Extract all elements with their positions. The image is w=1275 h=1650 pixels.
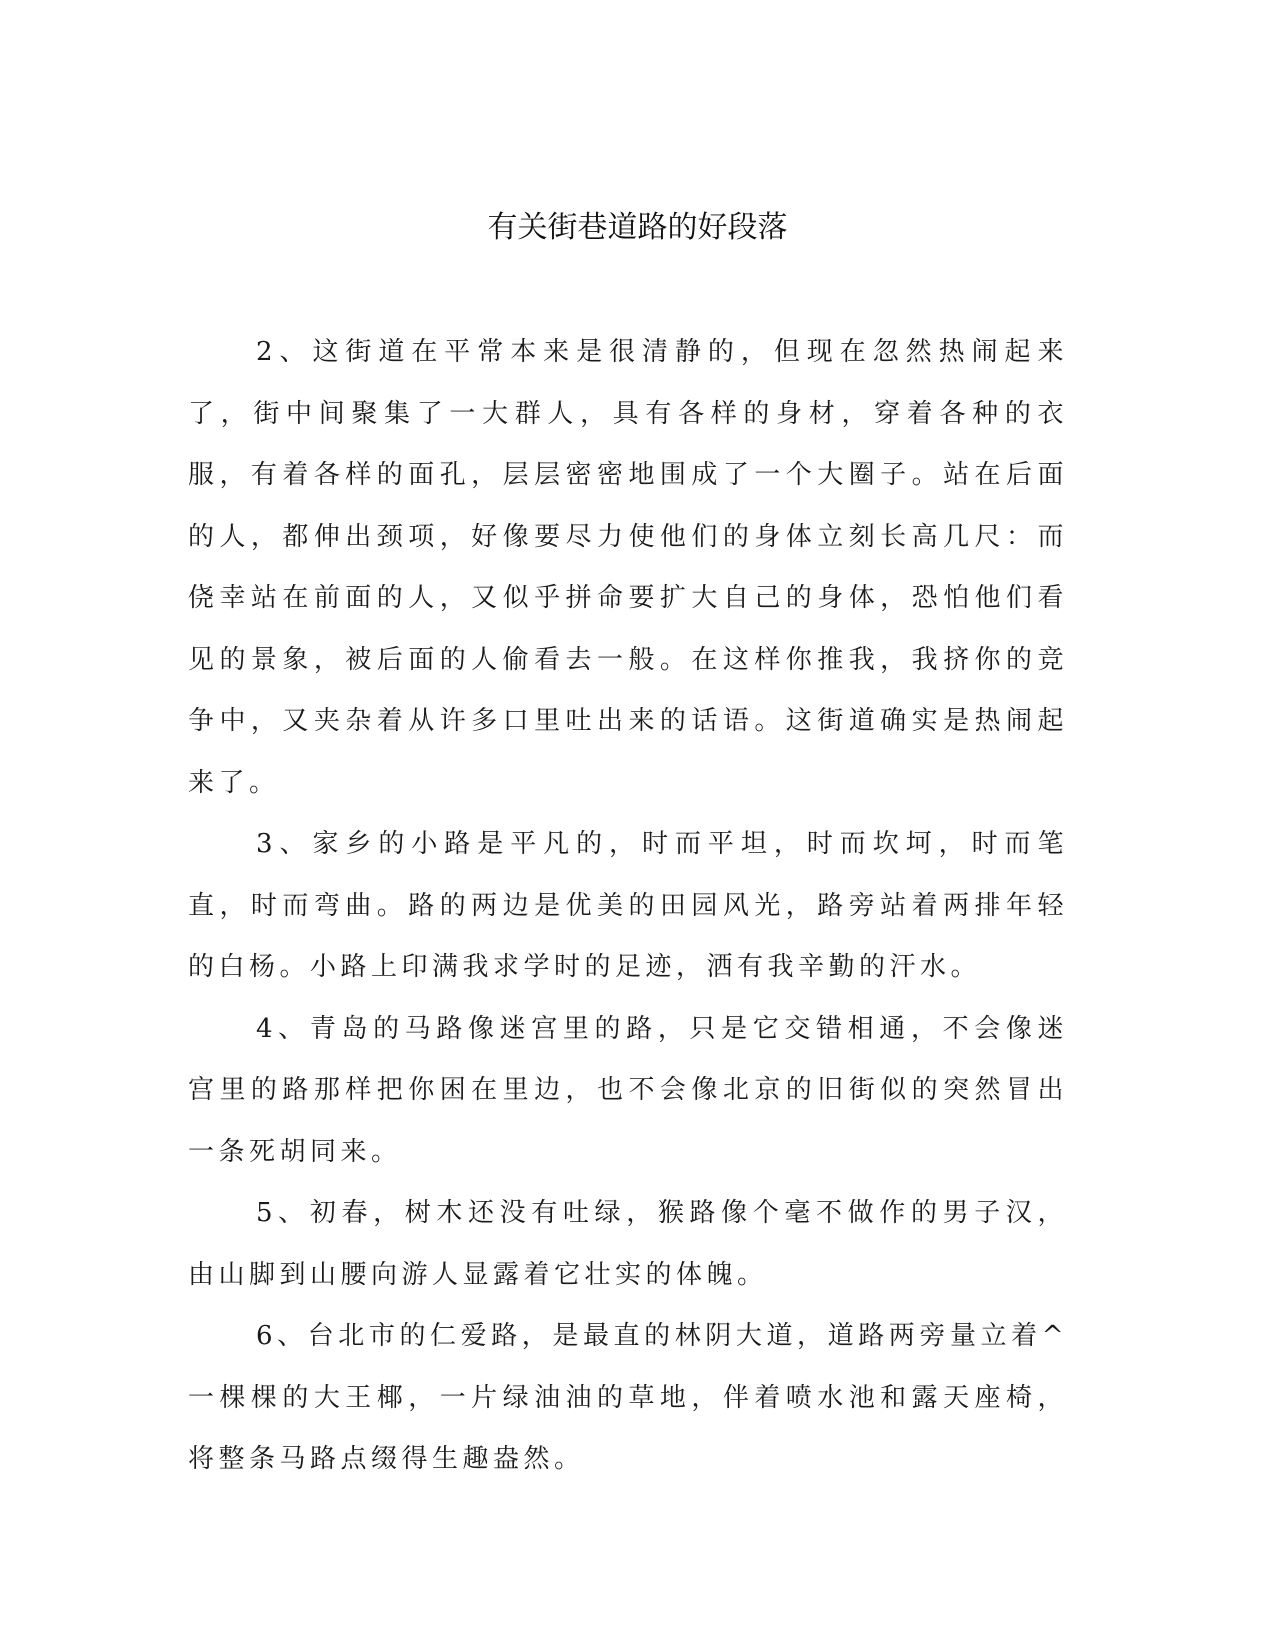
document-title: 有关街巷道路的好段落	[487, 210, 788, 245]
paragraph-3: 3、家乡的小路是平凡的，时而平坦，时而坎坷，时而笔直，时而弯曲。路的两边是优美的田园风光，路旁站着两排年轻的白杨。小路上印满我求学时的足迹，洒有我辛勤的汗水。	[188, 829, 1068, 982]
paragraph-5: 5、初春，树木还没有吐绿，猴路像个毫不做作的男子汉，由山脚到山腰向游人显露着它壮实的体魄。	[188, 1198, 1068, 1290]
paragraph-2: 2、这街道在平常本来是很清静的，但现在忽然热闹起来了，街中间聚集了一大群人，具有各样的身材，穿着各种的衣服，有着各样的面孔，层层密密地围成了一个大圈子。站在后面的人，都伸出颈项，好像要尽力使他们的身体立刻长高几尺：而侥幸站在前面的人，又似乎拼命要扩大自己的身体，恐怕他们看见的景象，被后面的人偷看去一般。在这样你推我，我挤你的竞争中，又夹杂着从许多口里吐出来的话语。这街道确实是热闹起来了。	[188, 337, 1068, 798]
paragraph-6: 6、台北市的仁爱路，是最直的林阴大道，道路两旁量立着^一棵棵的大王椰，一片绿油油的草地，伴着喷水池和露天座椅，将整条马路点缀得生趣盎然。	[188, 1321, 1068, 1474]
document-body	[188, 322, 1068, 1491]
paragraph-4: 4、青岛的马路像迷宫里的路，只是它交错相通，不会像迷宫里的路那样把你困在里边，也不会像北京的旧街似的突然冒出一条死胡同来。	[188, 1013, 1068, 1167]
